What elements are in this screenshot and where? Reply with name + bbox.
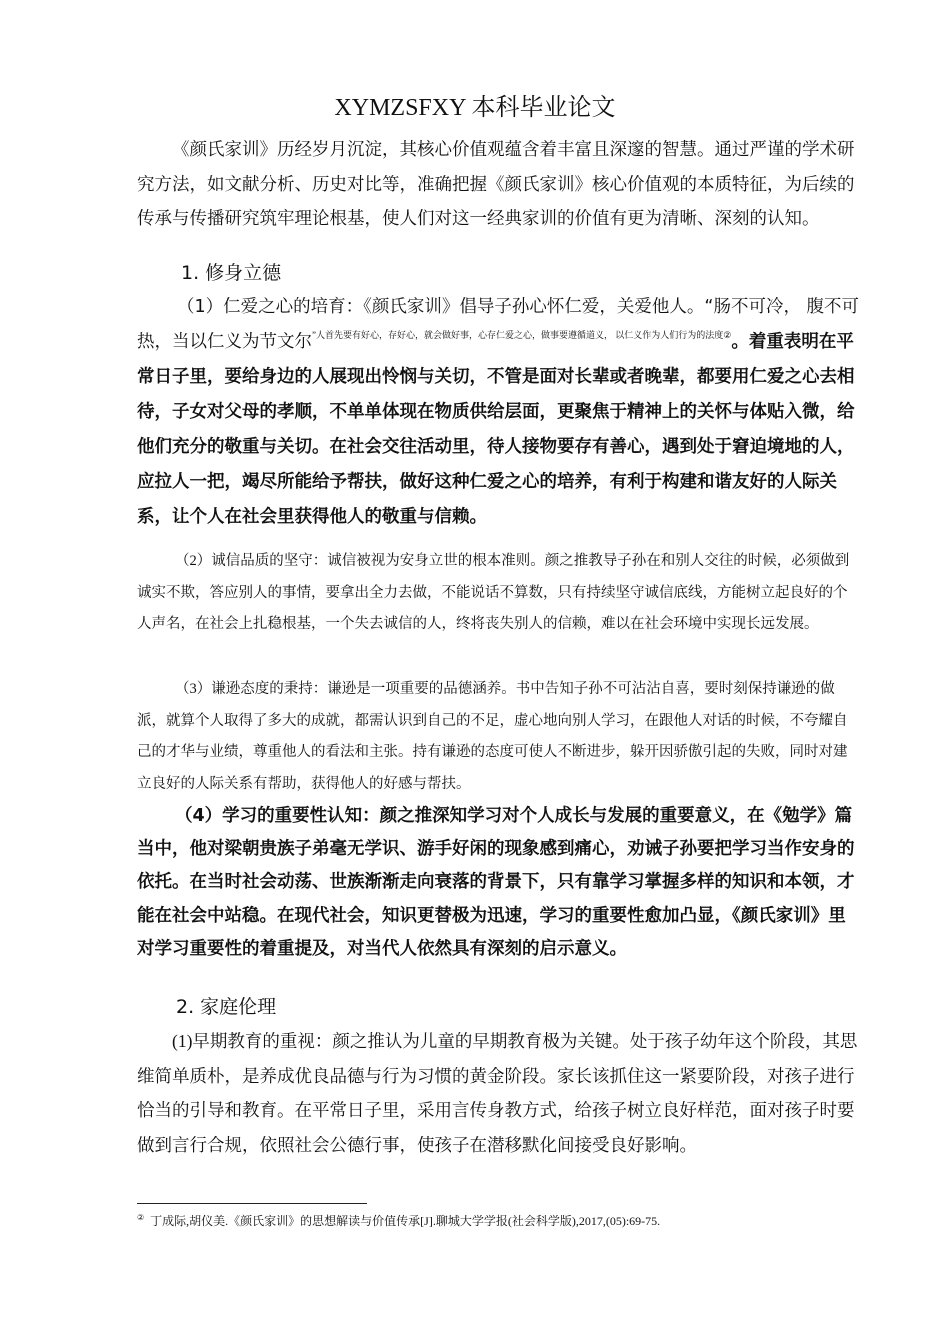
paragraph-benevolence: [137, 289, 861, 534]
intro-paragraph: 《颜氏家训》历经岁月沉淀，其核心价值观蕴含着丰富且深邃的智慧。通过严谨的学术研究方法，如文献分析、历史对比等，准确把握《颜氏家训》核心价值观的本质特征，为后续的传承与传播研究筑牢理论根基，使人们对这一经典家训的价值有更为清晰、深刻的认知。: [137, 139, 855, 228]
paragraph-integrity: （2）诚信品质的坚守：诚信被视为安身立世的根本准则。颜之推教导子孙在和别人交往的时候，必须做到诚实不欺，答应别人的事情，要拿出全力去做，不能说话不算数，只有持续坚守诚信底线，方能树立起良好的个人声名，在社会上扎稳根基，一个失去诚信的人，终将丧失别人的信赖，难以在社会环境中实现长远发展。: [137, 553, 850, 632]
footnote-divider: [137, 1203, 367, 1204]
section-heading-2: 2. 家庭伦理: [176, 996, 277, 1018]
section-heading-1: 1. 修身立德: [181, 262, 282, 284]
paragraph-modesty: （3）谦逊态度的秉持：谦逊是一项重要的品德涵养。书中告知子孙不可沾沾自喜，要时刻保持谦逊的做派，就算个人取得了多大的成就，都需认识到自己的不足，虚心地向别人学习，在跟他人对话的时候，不夸耀自己的才华与业绩，尊重他人的看法和主张。持有谦逊的态度可使人不断进步，躲开因骄傲引起的失败，同时对建立良好的人际关系有帮助，获得他人的好感与帮扶。: [137, 681, 848, 792]
footnote: [137, 1209, 861, 1230]
paragraph-learning: （4）学习的重要性认知：颜之推深知学习对个人成长与发展的重要意义，在《勉学》篇当中，他对梁朝贵族子弟毫无学识、游手好闲的现象感到痛心，劝诫子孙要把学习当作安身的依托。在当时社会动荡、世族渐渐走向衰落的背景下，只有靠学习掌握多样的知识和本领，才能在社会中站稳。在现代社会，知识更替极为迅速，学习的重要性愈加凸显，《颜氏家训》里对学习重要性的着重提及，对当代人依然具有深刻的启示意义。: [137, 806, 855, 959]
footnote-number: ②: [137, 1213, 145, 1222]
footnote-text: 丁成际,胡仪美.《颜氏家训》的思想解读与价值传承[J].聊城大学学报(社会科学版),2017,(05):69-75.: [150, 1214, 661, 1228]
footnote-marker[interactable]: ②: [723, 330, 732, 340]
benevolence-body: 。着重表明在平常日子里，要给身边的人展现出怜悯与关切，不管是面对长辈或者晚辈，都要用仁爱之心去相待，子女对父母的孝顺，不单单体现在物质供给层面，更聚焦于精神上的关怀与体贴入微，给他们充分的敬重与关切。在社会交往活动里，待人接物要存有善心，遇到处于窘迫境地的人，应拉人一把，竭尽所能给予帮扶，做好这种仁爱之心的培养，有利于构建和谐友好的人际关系，让个人在社会里获得他人的敬重与信赖。: [137, 332, 855, 527]
inline-annotation: ”人首先要有好心，存好心，就会做好事，心存仁爱之心，做事要遵循道义， 以仁义作为人们行为的法度: [312, 330, 724, 340]
paragraph-early-education: (1)早期教育的重视：颜之推认为儿童的早期教育极为关键。处于孩子幼年这个阶段，其思维简单质朴，是养成优良品德与行为习惯的黄金阶段。家长该抓住这一紧要阶段，对孩子进行恰当的引导和教育。在平常日子里，采用言传身教方式，给孩子树立良好样范，面对孩子时要做到言行合规，依照社会公德行事，使孩子在潜移默化间接受良好影响。: [137, 1031, 858, 1155]
page-header: XYMZSFXY 本科毕业论文: [334, 95, 616, 121]
benevolence-lead: （1）仁爱之心的培育：《颜氏家训》倡导子孙心怀仁爱，关爱他人。“肠不可冷， 腹不可热，当以仁义为节文尔: [137, 297, 860, 352]
